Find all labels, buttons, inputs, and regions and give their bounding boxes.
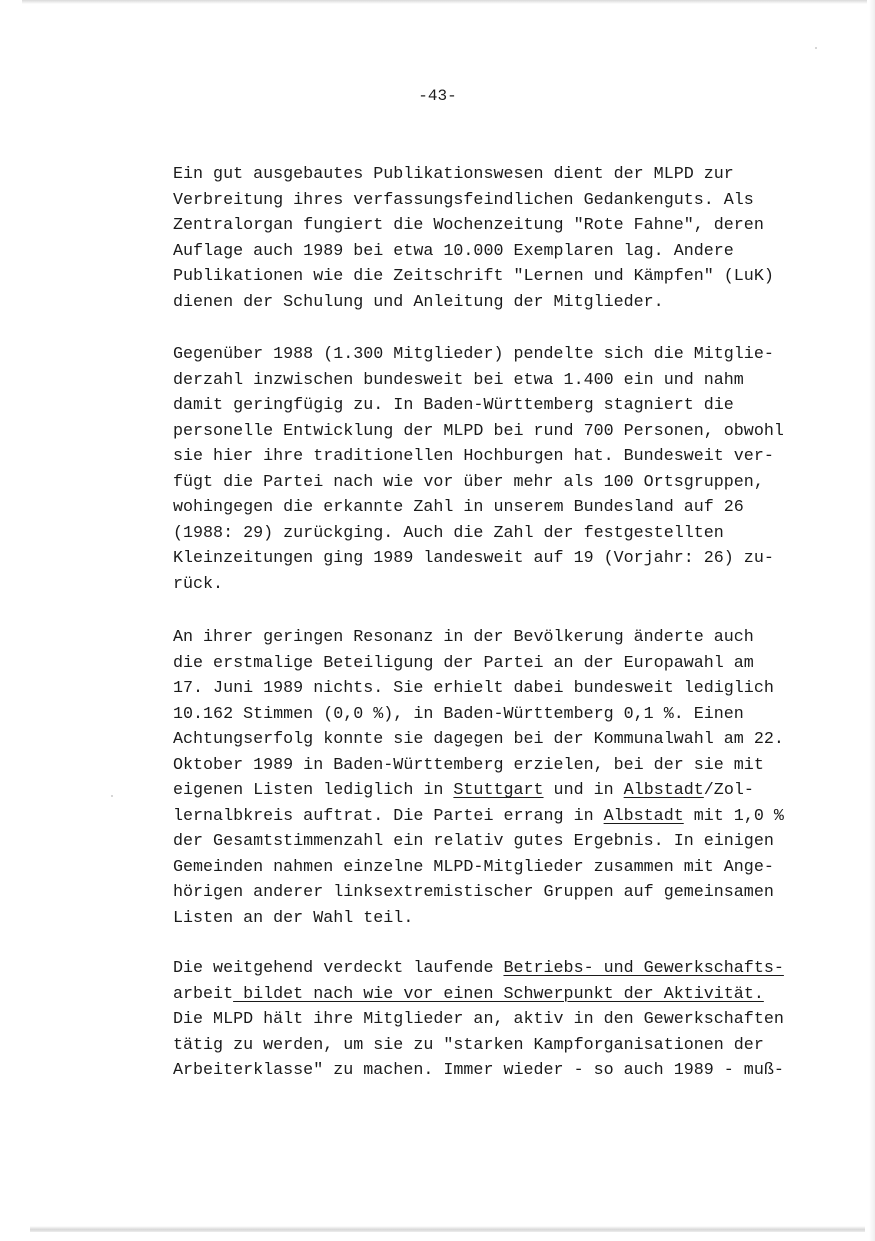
- text-line: [173, 521, 784, 547]
- text-line: [173, 1007, 784, 1033]
- scan-speck: [111, 795, 113, 797]
- paragraph-elections: [173, 625, 784, 932]
- line-text: Zentralorgan fungiert die Wochenzeitung "Rote Fahne", deren: [173, 216, 764, 236]
- line-text: An ihrer geringen Resonanz in der Bevölkerung änderte auch: [173, 628, 754, 647]
- text-line: [173, 676, 784, 702]
- line-text: (1988: 29) zurückging. Auch die Zahl der festgestellten: [173, 523, 724, 543]
- text-line: [173, 213, 774, 239]
- text-line: [173, 470, 784, 496]
- line-text: rück.: [173, 574, 224, 594]
- line-text: damit geringfügig zu. In Baden-Württemberg stagniert die: [173, 396, 734, 416]
- text-line: [173, 829, 784, 855]
- line-text: die erstmalige Beteiligung der Partei an der Europawahl am: [173, 653, 754, 673]
- underlined-term: Betriebs- und Gewerkschafts-: [503, 959, 784, 978]
- line-text: 17. Juni 1989 nichts. Sie erhielt dabei bundesweit lediglich: [173, 679, 774, 699]
- text-line: [173, 495, 784, 521]
- text-line: [173, 625, 784, 651]
- page-edge-top: [22, 0, 867, 4]
- line-text: Die weitgehend verdeckt laufende: [173, 959, 504, 978]
- line-text: und in: [543, 781, 624, 801]
- line-text: Kleinzeitungen ging 1989 landesweit auf 19 (Vorjahr: 26) zu-: [173, 549, 774, 569]
- line-text: wohingegen die erkannte Zahl in unserem Bundesland auf 26: [173, 498, 744, 518]
- underlined-term: bildet nach wie vor einen Schwerpunkt der Aktivität.: [233, 984, 764, 1004]
- line-text: tätig zu werden, um sie zu "starken Kampforganisationen der: [173, 1035, 764, 1055]
- text-line: [173, 778, 784, 804]
- text-line: [173, 1058, 784, 1084]
- scan-speck: [815, 47, 817, 49]
- text-line: [173, 956, 784, 982]
- line-text: 10.162 Stimmen (0,0 %), in Baden-Württemberg 0,1 %. Einen: [173, 704, 744, 724]
- text-line: [173, 290, 774, 316]
- line-text: /Zol-: [703, 781, 754, 801]
- line-text: eigenen Listen lediglich in: [173, 781, 454, 801]
- text-line: [173, 804, 784, 830]
- text-line: [173, 546, 784, 572]
- line-text: dienen der Schulung und Anleitung der Mitglieder.: [173, 292, 664, 312]
- paragraph-membership: [173, 342, 784, 597]
- line-text: Ein gut ausgebautes Publikationswesen dient der MLPD zur: [173, 165, 734, 184]
- text-line: [173, 982, 784, 1008]
- line-text: personelle Entwicklung der MLPD bei rund 700 Personen, obwohl: [173, 421, 784, 441]
- text-line: [173, 727, 784, 753]
- text-line: [173, 753, 784, 779]
- line-text: Arbeiterklasse" zu machen. Immer wieder - so auch 1989 - muß-: [173, 1061, 784, 1081]
- page-edge-right: [869, 0, 875, 1241]
- text-line: [173, 239, 774, 265]
- underlined-term: Albstadt: [623, 781, 704, 801]
- text-line: [173, 162, 774, 188]
- text-line: [173, 419, 784, 445]
- line-text: sie hier ihre traditionellen Hochburgen hat. Bundesweit ver-: [173, 447, 774, 467]
- text-line: [173, 572, 784, 598]
- underlined-term: Albstadt: [603, 806, 684, 826]
- line-text: Auflage auch 1989 bei etwa 10.000 Exemplaren lag. Andere: [173, 241, 734, 261]
- line-text: derzahl inzwischen bundesweit bei etwa 1.400 ein und nahm: [173, 370, 744, 390]
- line-text: arbeit: [173, 984, 234, 1004]
- text-line: [173, 264, 774, 290]
- line-text: Gemeinden nahmen einzelne MLPD-Mitglieder zusammen mit Ange-: [173, 857, 774, 877]
- line-text: mit 1,0 %: [683, 806, 784, 826]
- text-line: [173, 393, 784, 419]
- line-text: Publikationen wie die Zeitschrift "Lernen und Kämpfen" (LuK): [173, 267, 774, 287]
- page-number: -43-: [418, 87, 457, 105]
- line-text: Verbreitung ihres verfassungsfeindlichen Gedankenguts. Als: [173, 190, 754, 210]
- line-text: Gegenüber 1988 (1.300 Mitglieder) pendelte sich die Mitglie-: [173, 345, 774, 364]
- paragraph-union-work: [173, 956, 784, 1084]
- underlined-term: Stuttgart: [453, 781, 544, 801]
- line-text: Oktober 1989 in Baden-Württemberg erzielen, bei der sie mit: [173, 755, 764, 775]
- line-text: Die MLPD hält ihre Mitglieder an, aktiv in den Gewerkschaften: [173, 1010, 784, 1030]
- line-text: fügt die Partei nach wie vor über mehr als 100 Ortsgruppen,: [173, 472, 764, 492]
- text-line: [173, 702, 784, 728]
- text-line: [173, 444, 784, 470]
- line-text: der Gesamtstimmenzahl ein relativ gutes Ergebnis. In einigen: [173, 832, 774, 852]
- line-text: Listen an der Wahl teil.: [173, 909, 414, 929]
- line-text: Achtungserfolg konnte sie dagegen bei der Kommunalwahl am 22.: [173, 730, 784, 750]
- text-line: [173, 906, 784, 932]
- text-line: [173, 368, 784, 394]
- text-line: [173, 342, 784, 368]
- text-line: [173, 880, 784, 906]
- text-line: [173, 188, 774, 214]
- line-text: hörigen anderer linksextremistischer Gruppen auf gemeinsamen: [173, 883, 774, 903]
- page-edge-bottom: [30, 1226, 865, 1232]
- line-text: lernalbkreis auftrat. Die Partei errang in: [173, 806, 604, 826]
- text-line: [173, 651, 784, 677]
- paragraph-publications: [173, 162, 774, 315]
- text-line: [173, 855, 784, 881]
- text-line: [173, 1033, 784, 1059]
